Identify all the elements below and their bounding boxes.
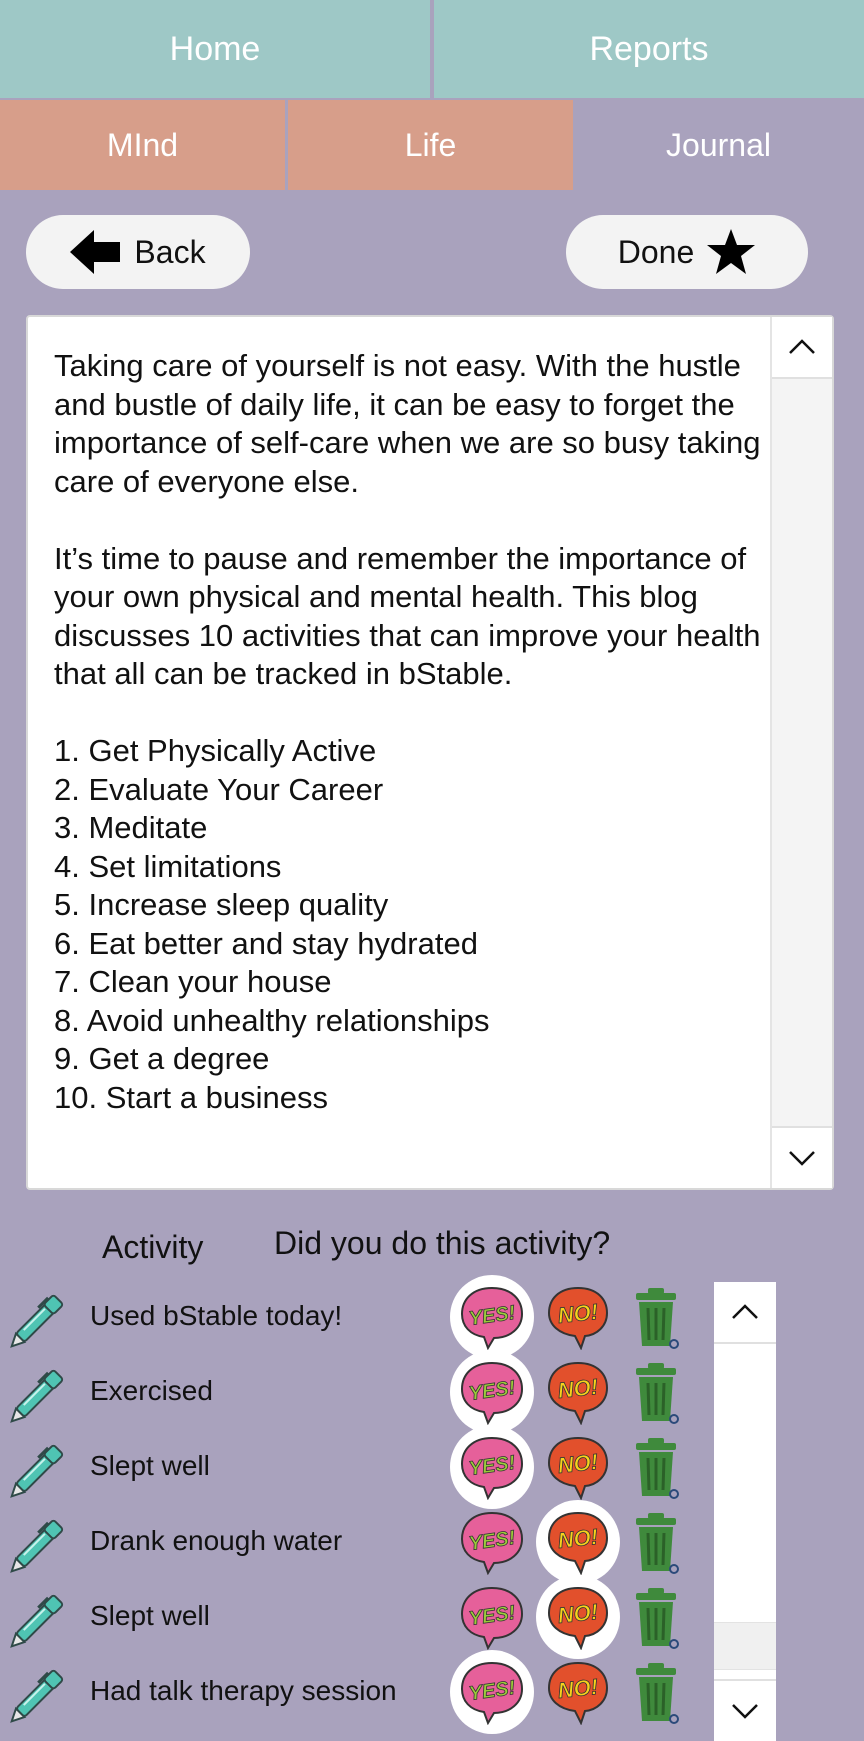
no-bubble-icon bbox=[545, 1659, 611, 1725]
chevron-up-icon bbox=[788, 339, 816, 355]
svg-text:YES!: YES! bbox=[467, 1451, 517, 1481]
back-button[interactable] bbox=[26, 215, 250, 289]
activity-scrollbar[interactable] bbox=[714, 1282, 776, 1741]
yes-button[interactable] bbox=[450, 1580, 534, 1654]
yes-button[interactable] bbox=[450, 1355, 534, 1429]
done-label: Done bbox=[617, 233, 695, 270]
article-text bbox=[54, 347, 774, 1117]
article-scrollbar[interactable] bbox=[770, 317, 832, 1188]
no-button[interactable] bbox=[536, 1655, 620, 1729]
chevron-up-icon bbox=[731, 1304, 759, 1320]
yes-button[interactable] bbox=[450, 1505, 534, 1579]
chevron-down-icon bbox=[731, 1703, 759, 1719]
yes-button[interactable] bbox=[450, 1280, 534, 1354]
svg-text:YES!: YES! bbox=[467, 1301, 517, 1331]
no-bubble-icon bbox=[545, 1584, 611, 1650]
svg-text:NO!: NO! bbox=[556, 1373, 600, 1404]
trash-icon[interactable] bbox=[630, 1436, 686, 1500]
list-item: 4. Set limitations bbox=[54, 848, 282, 884]
trash-icon[interactable] bbox=[630, 1661, 686, 1725]
edit-pen-icon[interactable] bbox=[6, 1509, 74, 1577]
edit-pen-icon[interactable] bbox=[6, 1284, 74, 1352]
svg-text:NO!: NO! bbox=[556, 1673, 600, 1704]
no-button[interactable] bbox=[536, 1430, 620, 1504]
list-item: 7. Clean your house bbox=[54, 964, 332, 999]
scroll-down-button[interactable] bbox=[772, 1126, 832, 1188]
activity-scroll-down-button[interactable] bbox=[714, 1679, 776, 1741]
journal-article[interactable] bbox=[26, 315, 834, 1190]
activity-label: Used bStable today! bbox=[90, 1300, 343, 1331]
yes-bubble-icon bbox=[458, 1359, 526, 1425]
activity-scroll-up-button[interactable] bbox=[714, 1282, 776, 1344]
chevron-down-icon bbox=[788, 1150, 816, 1166]
list-item: 6. Eat better and stay hydrated bbox=[54, 925, 478, 961]
trash-icon[interactable] bbox=[630, 1511, 686, 1575]
no-bubble-icon bbox=[545, 1359, 611, 1425]
list-item: 8. Avoid unhealthy relationships bbox=[54, 1002, 490, 1038]
no-bubble-icon bbox=[545, 1434, 611, 1500]
yes-button[interactable] bbox=[450, 1430, 534, 1504]
done-button[interactable] bbox=[566, 215, 808, 289]
svg-text:YES!: YES! bbox=[467, 1526, 517, 1556]
list-item: 2. Evaluate Your Career bbox=[54, 771, 384, 807]
no-button[interactable] bbox=[536, 1580, 620, 1654]
edit-pen-icon[interactable] bbox=[6, 1359, 74, 1427]
svg-text:NO!: NO! bbox=[556, 1448, 600, 1479]
tab-reports[interactable]: Reports bbox=[434, 0, 864, 98]
list-item: 5. Increase sleep quality bbox=[54, 887, 389, 922]
yes-bubble-icon bbox=[458, 1509, 526, 1575]
edit-pen-icon[interactable] bbox=[6, 1584, 74, 1652]
no-button[interactable] bbox=[536, 1505, 620, 1579]
arrow-left-icon bbox=[70, 230, 122, 274]
yes-bubble-icon bbox=[458, 1284, 526, 1350]
activity-label: Had talk therapy session bbox=[90, 1675, 397, 1706]
svg-text:YES!: YES! bbox=[467, 1601, 517, 1631]
activity-label: Drank enough water bbox=[90, 1525, 343, 1556]
back-label: Back bbox=[134, 233, 206, 270]
yes-bubble-icon bbox=[458, 1434, 526, 1500]
tab-mind[interactable]: MInd bbox=[0, 100, 285, 190]
tab-journal[interactable]: Journal bbox=[573, 100, 864, 190]
tab-life[interactable]: Life bbox=[288, 100, 573, 190]
question-column-header: Did you do this activity? bbox=[274, 1225, 611, 1261]
no-bubble-icon bbox=[545, 1284, 611, 1350]
activity-label: Exercised bbox=[90, 1375, 213, 1406]
svg-text:YES!: YES! bbox=[467, 1676, 517, 1706]
activity-column-header: Activity bbox=[102, 1229, 204, 1265]
svg-text:NO!: NO! bbox=[556, 1598, 600, 1629]
article-paragraph: Taking care of yourself is not easy. With the hustle and bustle of daily life, it can be easy to forget the importance of self-care when we are so busy taking care of everyone else. bbox=[54, 348, 761, 499]
yes-bubble-icon bbox=[458, 1659, 526, 1725]
trash-icon[interactable] bbox=[630, 1286, 686, 1350]
activity-label: Slept well bbox=[90, 1600, 210, 1631]
list-item: 10. Start a business bbox=[54, 1079, 328, 1115]
tab-home[interactable]: Home bbox=[0, 0, 430, 98]
no-button[interactable] bbox=[536, 1355, 620, 1429]
edit-pen-icon[interactable] bbox=[6, 1659, 74, 1727]
list-item: 1. Get Physically Active bbox=[54, 733, 377, 768]
trash-icon[interactable] bbox=[630, 1586, 686, 1650]
svg-text:YES!: YES! bbox=[467, 1376, 517, 1406]
activity-label: Slept well bbox=[90, 1450, 210, 1481]
svg-text:NO!: NO! bbox=[556, 1523, 600, 1554]
no-button[interactable] bbox=[536, 1280, 620, 1354]
yes-bubble-icon bbox=[458, 1584, 526, 1650]
list-item: 9. Get a degree bbox=[54, 1041, 270, 1076]
star-icon bbox=[706, 228, 756, 276]
svg-text:NO!: NO! bbox=[556, 1298, 600, 1329]
no-bubble-icon bbox=[545, 1509, 611, 1575]
activity-list bbox=[54, 732, 774, 1117]
scroll-thumb[interactable] bbox=[714, 1622, 776, 1670]
edit-pen-icon[interactable] bbox=[6, 1434, 74, 1502]
article-paragraph: It’s time to pause and remember the importance of your own physical and mental health. This blog discusses 10 activities that can improve your health that all can be tracked in bStable. bbox=[54, 540, 761, 691]
yes-button[interactable] bbox=[450, 1655, 534, 1729]
trash-icon[interactable] bbox=[630, 1361, 686, 1425]
scroll-up-button[interactable] bbox=[772, 317, 832, 379]
list-item: 3. Meditate bbox=[54, 810, 208, 845]
